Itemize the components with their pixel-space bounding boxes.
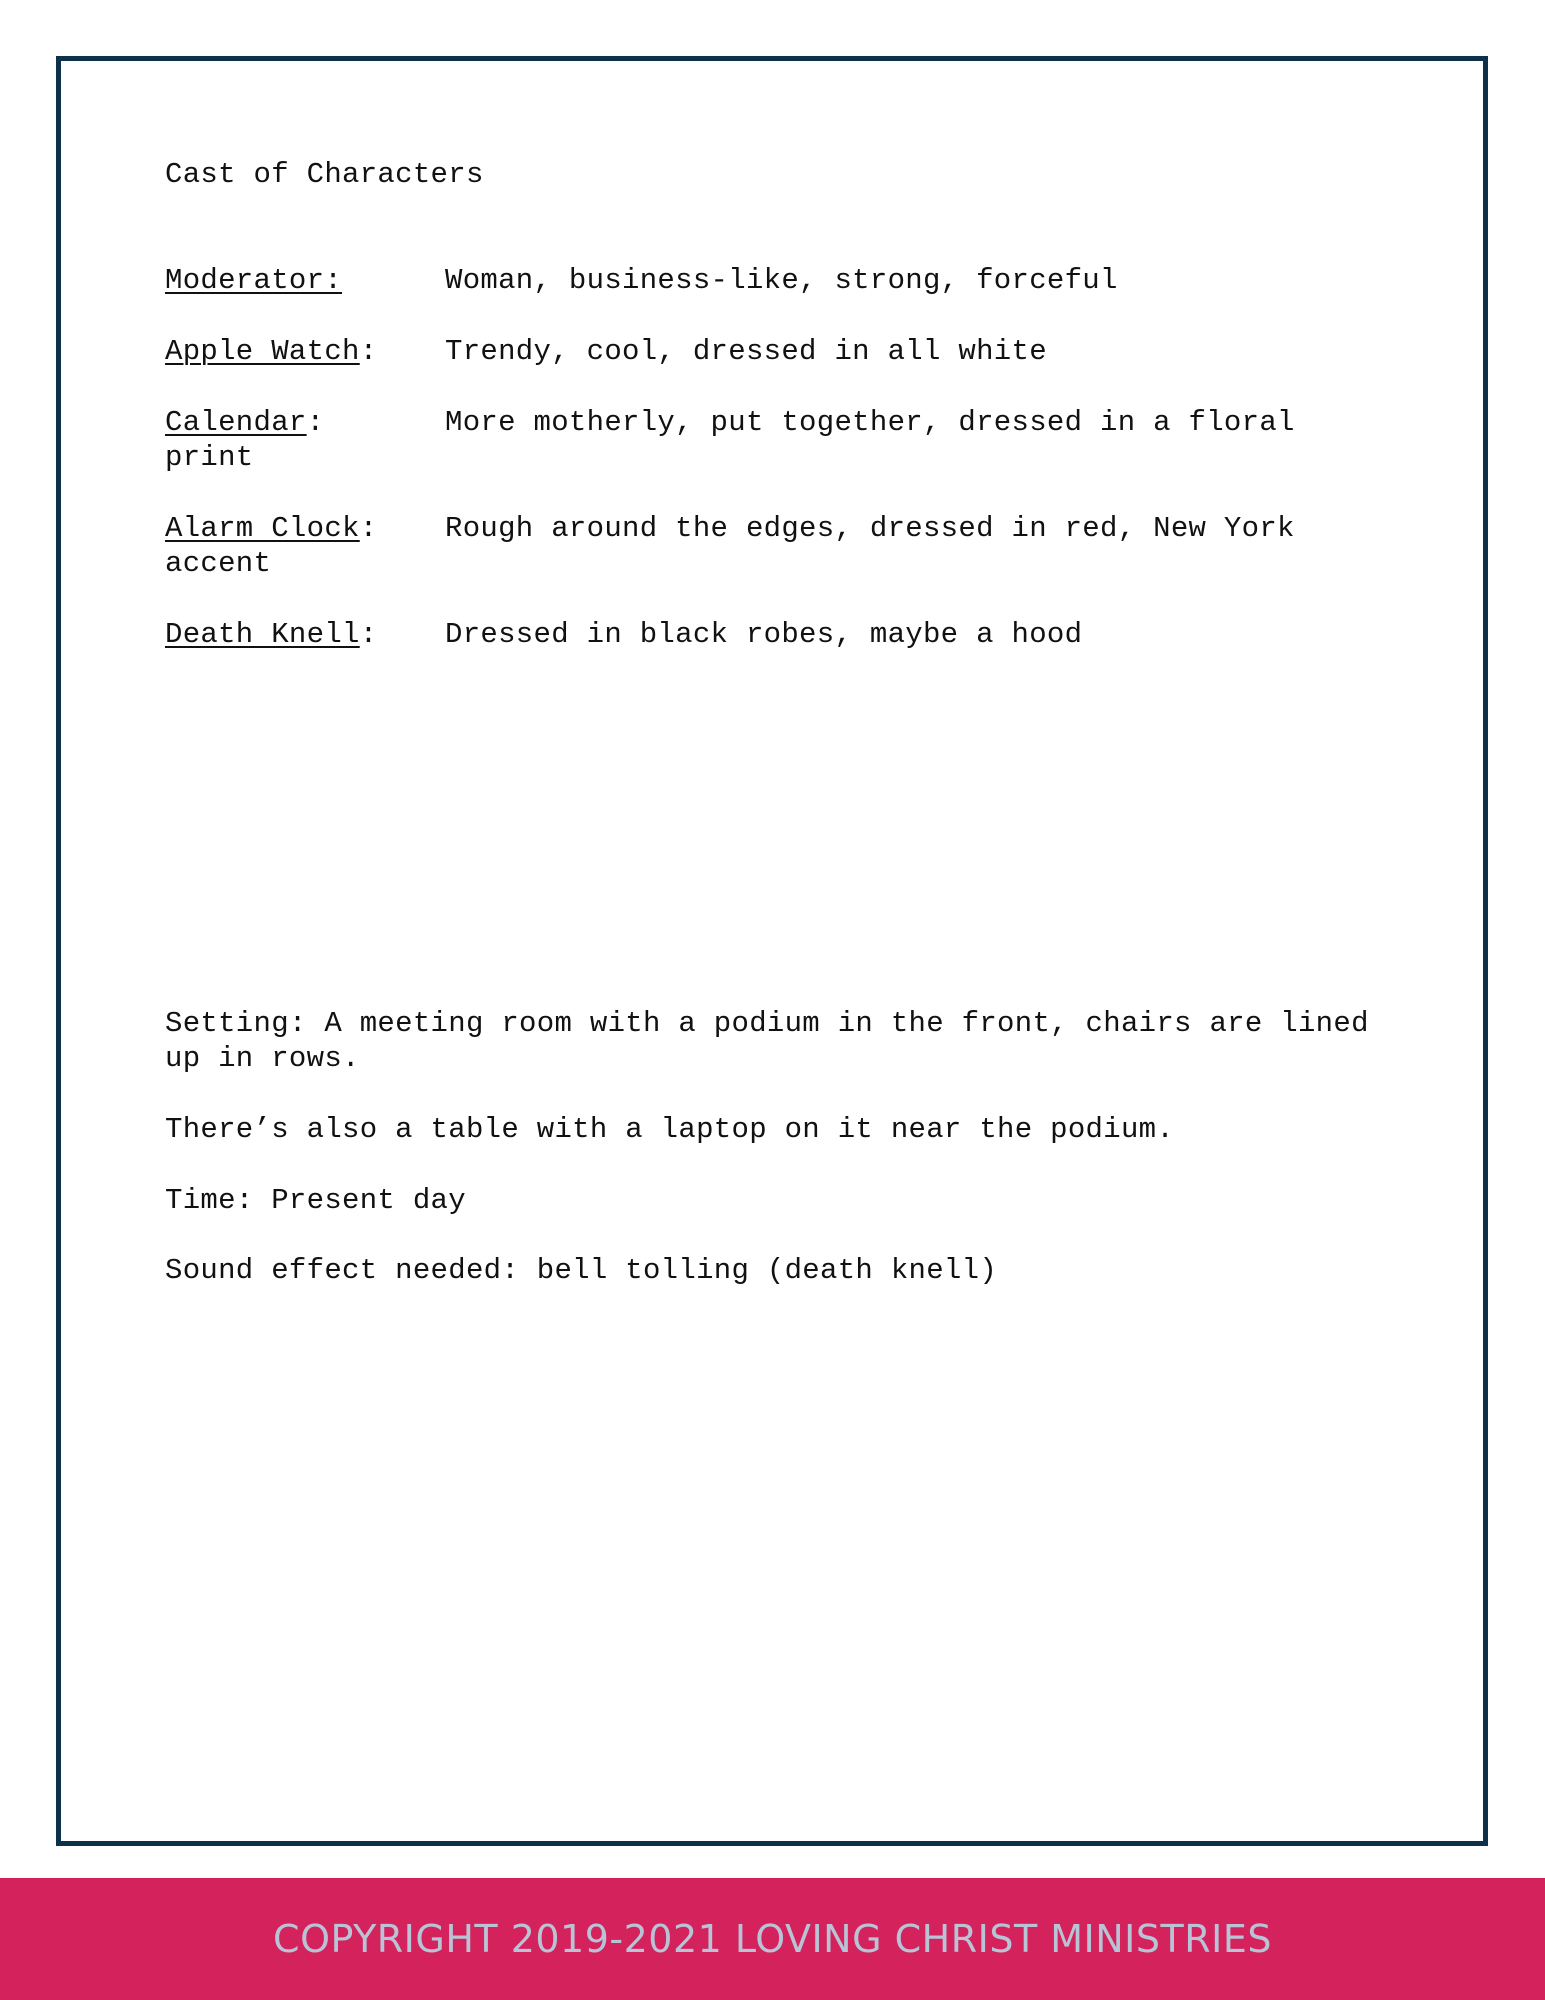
cast-name: Alarm Clock bbox=[165, 512, 360, 545]
time-paragraph: Time: Present day bbox=[165, 1184, 466, 1217]
cast-name-cell bbox=[165, 263, 445, 298]
cast-name-cell bbox=[165, 617, 445, 652]
cast-description: Rough around the edges, dressed in red, New York accent bbox=[165, 512, 1295, 580]
page-title: Cast of Characters bbox=[165, 158, 484, 191]
cast-name: Apple Watch bbox=[165, 335, 360, 368]
cast-name: Moderator: bbox=[165, 264, 343, 297]
cast-name-cell bbox=[165, 334, 445, 369]
cast-name-cell bbox=[165, 405, 445, 440]
footer-bar bbox=[0, 1878, 1545, 2000]
page-frame bbox=[56, 56, 1488, 1846]
cast-entry-death-knell bbox=[165, 617, 1375, 652]
cast-entry-calendar bbox=[165, 405, 1375, 475]
cast-name-colon: : bbox=[359, 618, 378, 651]
table-note-paragraph: There’s also a table with a laptop on it near the podium. bbox=[165, 1113, 1175, 1146]
cast-description: More motherly, put together, dressed in a floral print bbox=[165, 406, 1295, 474]
cast-name-cell bbox=[165, 511, 445, 546]
sound-effect-paragraph: Sound effect needed: bell tolling (death knell) bbox=[165, 1254, 998, 1287]
cast-description: Trendy, cool, dressed in all white bbox=[445, 335, 1047, 368]
cast-description: Dressed in black robes, maybe a hood bbox=[445, 618, 1083, 651]
cast-name-colon: : bbox=[306, 406, 325, 439]
setting-paragraph: Setting: A meeting room with a podium in the front, chairs are lined up in rows. bbox=[165, 1007, 1369, 1075]
cast-name-colon: : bbox=[359, 335, 378, 368]
cast-name: Death Knell bbox=[165, 618, 360, 651]
cast-entry-moderator bbox=[165, 263, 1375, 298]
cast-entry-alarm-clock bbox=[165, 511, 1375, 581]
copyright-text: COPYRIGHT 2019-2021 LOVING CHRIST MINISTRIES bbox=[273, 1917, 1272, 1961]
cast-description: Woman, business-like, strong, forceful bbox=[445, 264, 1118, 297]
cast-name-colon: : bbox=[359, 512, 378, 545]
cast-name: Calendar bbox=[165, 406, 307, 439]
cast-entry-apple-watch bbox=[165, 334, 1375, 369]
